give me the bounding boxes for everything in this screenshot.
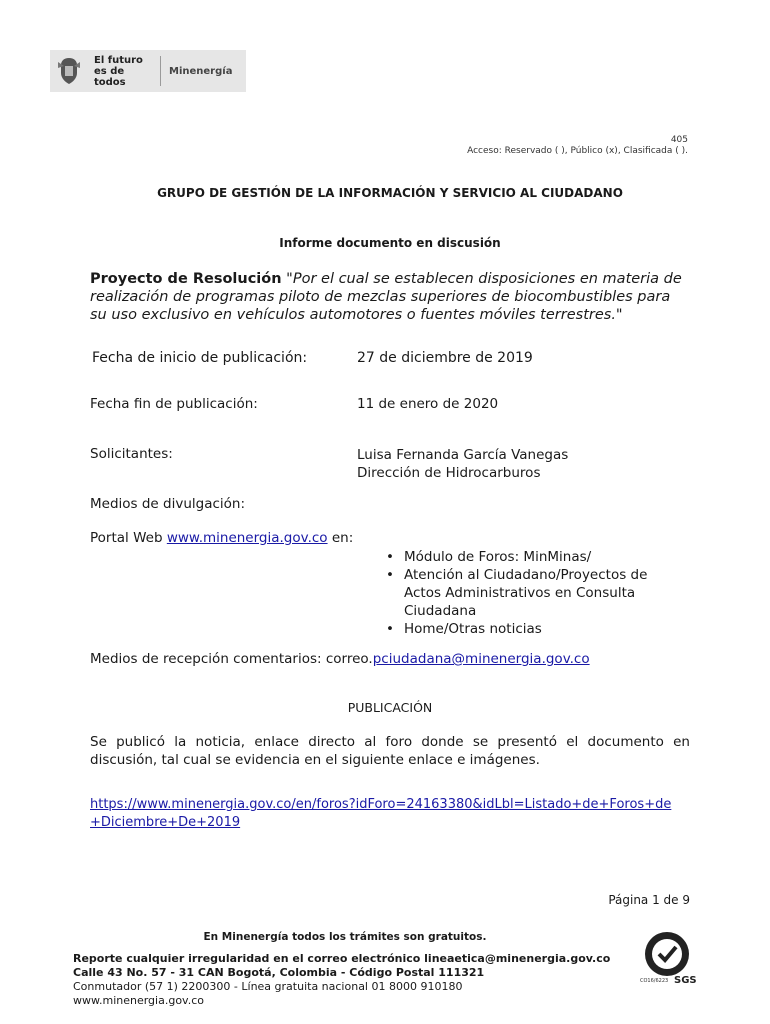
footer-contact <box>73 952 633 1008</box>
requesters-value <box>357 446 568 482</box>
project-label: Proyecto de Resolución <box>90 271 282 287</box>
start-date-value: 27 de diciembre de 2019 <box>357 350 533 366</box>
logo-slogan-line1: El futuro <box>94 54 143 66</box>
footer-free-procedures: En Minenergía todos los trámites son gratuitos. <box>203 931 487 943</box>
footer-line-ethics: Reporte cualquier irregularidad en el correo electrónico lineaetica@minenergia.gov.co <box>73 952 611 965</box>
sgs-brand: SGS <box>674 975 697 986</box>
portal-prefix: Portal Web <box>90 530 163 546</box>
publication-heading: PUBLICACIÓN <box>347 700 433 715</box>
footer-line-phone: Conmutador (57 1) 2200300 - Línea gratuita nacional 01 8000 910180 <box>73 980 463 993</box>
logo-slogan-line2: es de todos <box>94 65 126 88</box>
media-item: • Atención al Ciudadano/Proyectos de Actos Administrativos en Consulta Ciudadana <box>382 566 672 620</box>
media-list <box>382 548 672 638</box>
project-paragraph <box>90 270 690 324</box>
media-item: • Módulo de Foros: MinMinas/ <box>382 548 672 566</box>
logo-slogan <box>88 55 158 88</box>
group-title: GRUPO DE GESTIÓN DE LA INFORMACIÓN Y SERVICIO AL CIUDADANO <box>157 186 623 200</box>
forum-link-block <box>90 796 700 832</box>
portal-line <box>90 530 353 546</box>
requesters-label: Solicitantes: <box>90 446 173 462</box>
requester-department: Dirección de Hidrocarburos <box>357 465 541 481</box>
reception-line <box>90 651 590 667</box>
start-date-label: Fecha de inicio de publicación: <box>92 350 308 366</box>
logo-divider <box>160 56 161 86</box>
forum-url-line1[interactable]: https://www.minenergia.gov.co/en/foros?idForo=24163380&idLbl=Listado+de+Foros+de <box>90 797 672 812</box>
report-title: Informe documento en discusión <box>279 236 501 250</box>
logo-brand: Minenergía <box>169 65 233 77</box>
reception-email-link[interactable]: pciudadana@minenergia.gov.co <box>372 651 590 667</box>
access-classification: Acceso: Reservado ( ), Público (x), Clasificada ( ). <box>467 146 688 156</box>
header-logo <box>50 50 246 92</box>
forum-url-line2[interactable]: +Diciembre+De+2019 <box>90 815 241 830</box>
media-label: Medios de divulgación: <box>90 496 246 512</box>
portal-suffix: en: <box>331 530 354 546</box>
sgs-certification-seal <box>640 930 700 994</box>
document-code: 405 <box>670 135 688 145</box>
reception-prefix: Medios de recepción comentarios: correo. <box>90 651 373 667</box>
footer-line-website: www.minenergia.gov.co <box>73 994 204 1007</box>
end-date-value: 11 de enero de 2020 <box>357 396 499 412</box>
end-date-label: Fecha fin de publicación: <box>90 396 258 412</box>
publication-paragraph: Se publicó la noticia, enlace directo al foro donde se presentó el documento en discusión, tal cual se evidencia en el siguiente enlace e imágenes. <box>90 734 690 768</box>
page-number: Página 1 de 9 <box>608 893 690 907</box>
requester-name: Luisa Fernanda García Vanegas <box>357 447 569 463</box>
footer-line-address: Calle 43 No. 57 - 31 CAN Bogotá, Colombia - Código Postal 111321 <box>73 966 485 979</box>
portal-link[interactable]: www.minenergia.gov.co <box>166 530 328 546</box>
colombia-crest-icon <box>50 50 88 92</box>
project-text: "Por el cual se establecen disposiciones en materia de realización de programas piloto de mezclas superiores de biocombustibles para su uso exclusivo en vehículos automotores o fuentes móviles terrestres." <box>90 271 682 323</box>
media-item: • Home/Otras noticias <box>382 620 672 638</box>
cert-code: CO16/6223 <box>640 978 669 984</box>
